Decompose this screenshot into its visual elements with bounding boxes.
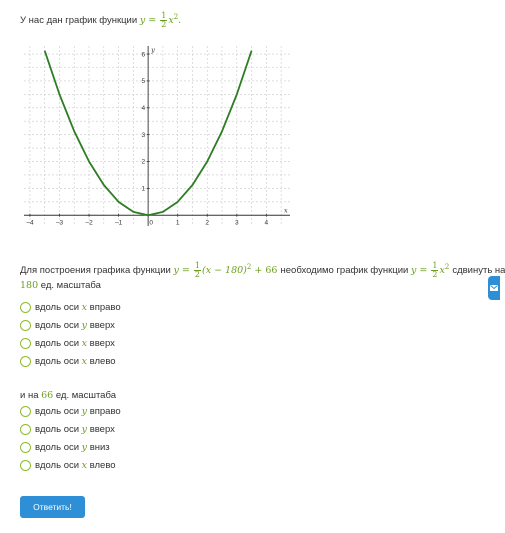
option-direction: вниз: [89, 442, 110, 453]
feedback-tab[interactable]: [488, 276, 500, 300]
task-prefix: Для построения графика функции: [20, 265, 171, 276]
radio-button[interactable]: [20, 356, 31, 367]
x-axis-label: x: [284, 206, 288, 215]
radio-button[interactable]: [20, 424, 31, 435]
x-tick-label: −2: [85, 219, 93, 227]
option-axis: x: [81, 302, 88, 313]
axes: [24, 46, 290, 226]
intro-text: [20, 12, 181, 29]
task-suffix: сдвинуть на: [452, 265, 505, 276]
shift2-value: 66: [41, 390, 54, 401]
option-direction: вверх: [89, 338, 115, 349]
y-tick-label: 1: [141, 185, 146, 193]
y-tick-label: 3: [141, 131, 146, 139]
option-prefix: вдоль оси: [35, 356, 80, 367]
intro-prefix: У нас дан график функции: [20, 15, 138, 26]
option-direction: влево: [89, 460, 116, 471]
answer-option[interactable]: [20, 302, 121, 313]
task-formula: y = $\frac{1}{2}$ $(x - 180)^2 + 66$: [173, 261, 278, 279]
second-shift-text: и на 66 ед. масштаба: [20, 390, 116, 401]
option-label: [35, 338, 115, 349]
answer-option[interactable]: [20, 338, 115, 349]
y-tick-label: 2: [141, 158, 146, 166]
option-label: [35, 302, 121, 313]
fraction: $\frac{1}{2}$: [194, 261, 200, 279]
option-axis: y: [81, 442, 88, 453]
x-tick-label: −1: [114, 219, 123, 227]
x-tick-label: 0: [149, 219, 153, 227]
answer-option[interactable]: [20, 442, 110, 453]
answer-option[interactable]: [20, 406, 121, 417]
option-axis: x: [81, 338, 88, 349]
radio-button[interactable]: [20, 406, 31, 417]
x-tick-label: −4: [26, 219, 34, 227]
option-direction: влево: [89, 356, 116, 367]
option-direction: вправо: [89, 406, 121, 417]
option-axis: y: [81, 424, 88, 435]
y-axis-label: y: [151, 46, 155, 54]
option-prefix: вдоль оси: [35, 424, 80, 435]
option-prefix: вдоль оси: [35, 406, 80, 417]
option-prefix: вдоль оси: [35, 442, 80, 453]
intro-formula: y = $\frac{1}{2}$ $x^2$.: [139, 11, 182, 29]
radio-button[interactable]: [20, 302, 31, 313]
option-label: [35, 320, 115, 331]
option-direction: вверх: [89, 320, 115, 331]
option-axis: x: [81, 460, 88, 471]
option-label: [35, 442, 110, 453]
answer-option[interactable]: [20, 460, 116, 471]
option-axis: y: [81, 320, 88, 331]
x-tick-label: 2: [205, 219, 210, 227]
option-label: [35, 356, 116, 367]
option-direction: вправо: [89, 302, 121, 313]
option-prefix: вдоль оси: [35, 338, 80, 349]
option-axis: y: [81, 406, 88, 417]
shift1-value: 180: [20, 280, 39, 291]
option-label: [35, 460, 116, 471]
option-prefix: вдоль оси: [35, 320, 80, 331]
submit-button[interactable]: Ответить!: [20, 496, 85, 518]
task-formula-base: y = $\frac{1}{2}$ $x^2$: [410, 261, 450, 279]
answer-option[interactable]: [20, 356, 116, 367]
y-tick-label: 4: [141, 104, 146, 112]
task-text-line2: [20, 280, 101, 291]
answer-option[interactable]: [20, 320, 115, 331]
x-tick-label: 1: [175, 219, 180, 227]
option-axis: x: [81, 356, 88, 367]
x-tick-label: 4: [264, 219, 269, 227]
parabola-graph: [20, 42, 294, 238]
mail-icon: [490, 285, 498, 291]
answer-option[interactable]: [20, 424, 115, 435]
x-tick-label: 3: [234, 219, 239, 227]
grid: [24, 46, 290, 226]
radio-button[interactable]: [20, 460, 31, 471]
task-middle: необходимо график функции: [280, 265, 409, 276]
option-label: [35, 424, 115, 435]
shift1-suffix: ед. масштаба: [40, 280, 101, 291]
fraction: $\frac{1}{2}$: [161, 11, 167, 29]
option-prefix: вдоль оси: [35, 460, 80, 471]
radio-button[interactable]: [20, 442, 31, 453]
y-tick-label: 5: [141, 78, 146, 86]
tick-labels: [26, 46, 288, 226]
task-text: [20, 262, 505, 279]
radio-button[interactable]: [20, 320, 31, 331]
option-label: [35, 406, 121, 417]
y-tick-label: 6: [141, 51, 146, 59]
radio-button[interactable]: [20, 338, 31, 349]
x-tick-label: −3: [55, 219, 64, 227]
option-prefix: вдоль оси: [35, 302, 80, 313]
option-direction: вверх: [89, 424, 115, 435]
fraction: $\frac{1}{2}$: [432, 261, 438, 279]
